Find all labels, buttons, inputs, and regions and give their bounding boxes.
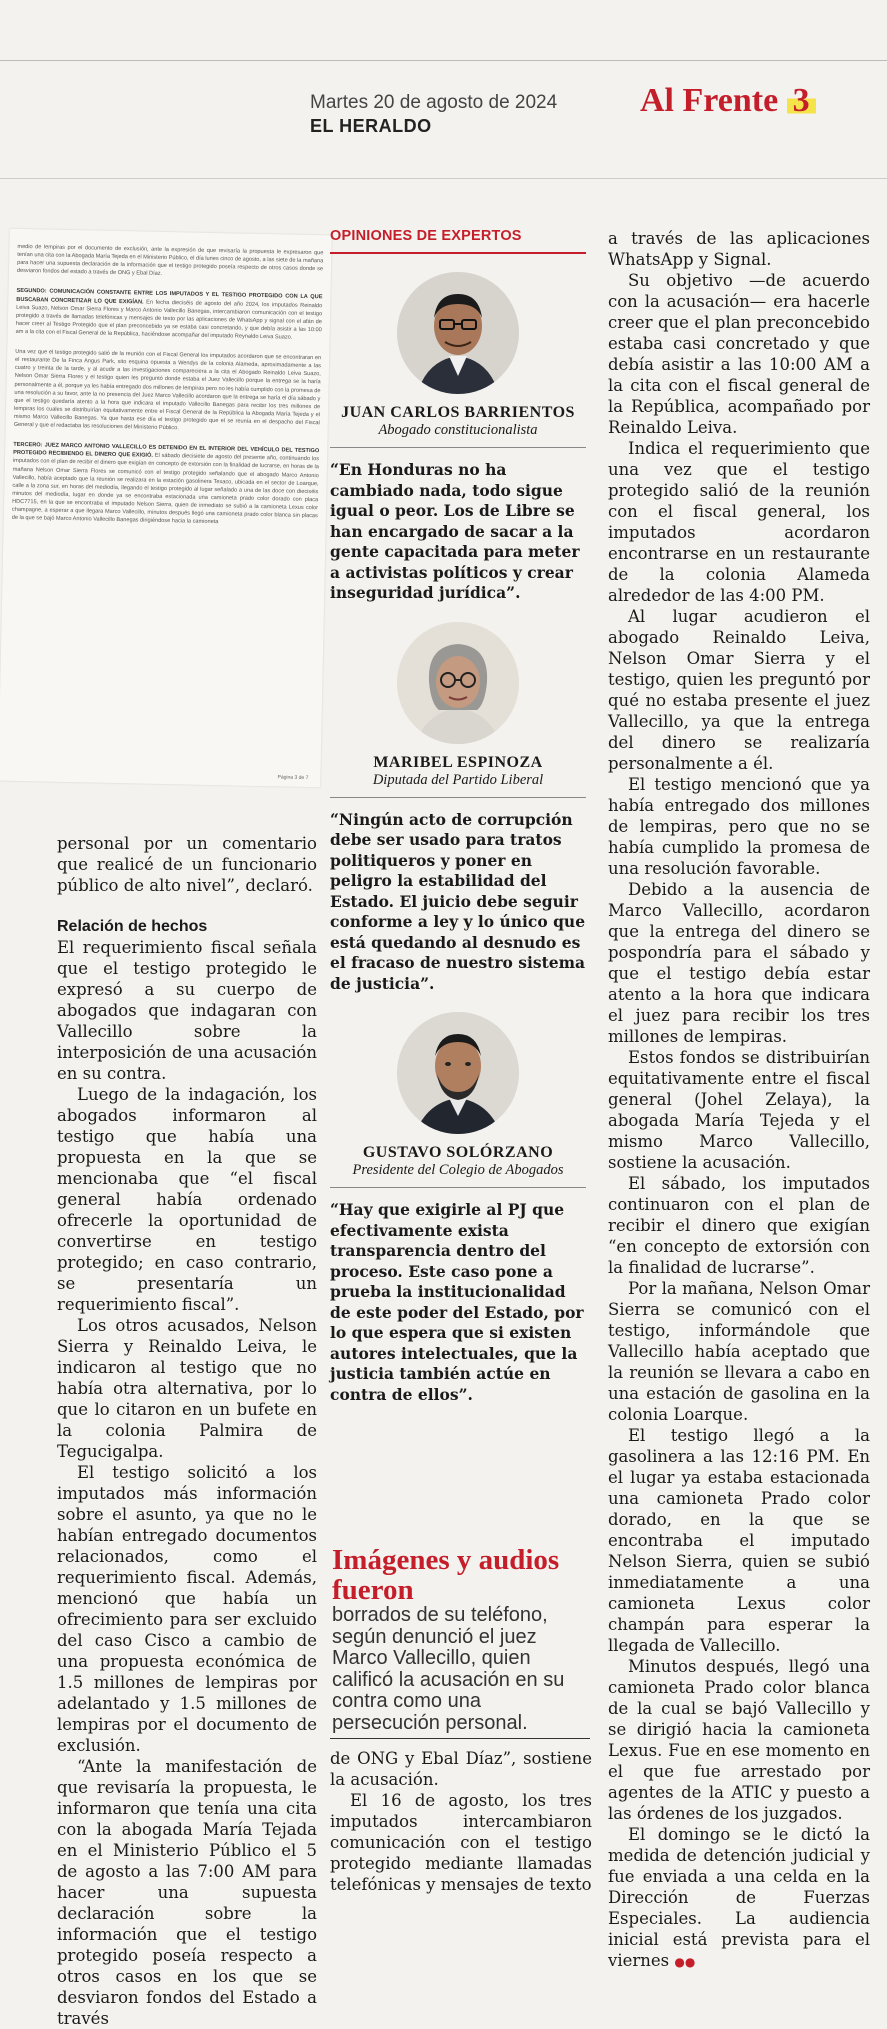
portrait-photo xyxy=(397,272,519,394)
article-paragraph: Al lugar acudieron el abogado Reinaldo Leiva, Nelson Omar Sierra y el testigo, quien les preguntó por qué no estaba presente el juez Vallecillo, ya que la entrega del dinero se realizaría personalmente a él. xyxy=(608,607,870,773)
section-name: Al Frente xyxy=(640,82,779,119)
avatar xyxy=(397,622,519,744)
article-paragraph: El sábado, los imputados continuaron con el plan de recibir el dinero que exigían “en concepto de extorsión con la finalidad de lucrarse”. xyxy=(608,1174,870,1277)
end-mark-icon: ●● xyxy=(674,1955,696,1969)
section-title xyxy=(640,82,816,120)
pull-quote-title: Imágenes y audios fueron xyxy=(332,1544,560,1606)
article-paragraph: Minutos después, llegó una camioneta Prado color blanca de la cual se bajó Vallecillo y se dirigió hacia la camioneta Lexus. Fue en ese momento en el que fue arrestado por agentes de la ATIC y puesto a las órdenes de los juzgados. xyxy=(608,1657,870,1823)
expert-name: JUAN CARLOS BARRIENTOS xyxy=(341,404,575,421)
article-paragraph: Su objetivo —de acuerdo con la acusación— era hacerle creer que el plan preconcebido estaba casi concretado y que debía asistir a las 10:00 AM a la cita con el fiscal general de la República, acompañado por Reinaldo Leiva. xyxy=(608,271,870,437)
article-paragraph: Debido a la ausencia de Marco Vallecillo, acordaron que la entrega del dinero se pospondría para el sábado y que el testigo debía estar atento a la hora que indicara el juez para recibir los tres millones de lempiras. xyxy=(608,880,870,1046)
scan-page-label: Página 3 de 7 xyxy=(277,774,309,782)
article-paragraph: El testigo mencionó que ya había entregado dos millones de lempiras, pero que no se había cumplido la promesa de una resolución favorable. xyxy=(608,775,870,878)
expert-name: GUSTAVO SOLÓRZANO xyxy=(362,1144,554,1161)
publication-date: Martes 20 de agosto de 2024 xyxy=(310,92,558,113)
article-paragraph xyxy=(608,1824,870,1973)
experts-title: OPINIONES DE EXPERTOS xyxy=(330,228,586,254)
article-paragraph: Por la mañana, Nelson Omar Sierra se comunicó con el testigo, informándole que Vallecillo había aceptado que la reunión se llevara a cabo en una estación de gasolina en la colonia Loarque. xyxy=(608,1279,870,1424)
scan-paragraph xyxy=(4,441,328,529)
scanned-document xyxy=(0,229,332,788)
subheading: Relación de hechos xyxy=(57,918,208,935)
top-rule xyxy=(0,60,887,61)
article-paragraph: a través de las aplicaciones WhatsApp y Signal. xyxy=(608,229,870,269)
expert-quote: “En Honduras no ha cambiado nada, todo sigue igual o peor. Los de Libre se han encargado de sacar a la gente capacitada para meter a activistas políticos y crear inseguridad jurídica”. xyxy=(330,460,580,602)
scan-paragraph xyxy=(8,287,331,342)
pull-quote-rule xyxy=(330,1738,590,1739)
scan-heading: TERCERO: JUEZ MARCO ANTONIO VALLECILLO ES DETENIDO EN EL INTERIOR DEL VEHÍCULO DEL TESTIGO PROTEGIDO RECIBIENDO EL DINERO QUE EXIGIÓ. xyxy=(13,441,320,460)
article-paragraph: Los otros acusados, Nelson Sierra y Reinaldo Leiva, le indicaron al testigo que no había otra alternativa, por lo que lo citaron en un bufete en la colonia Palmira de Tegucigalpa. xyxy=(57,1316,317,1461)
middle-continuation xyxy=(330,1748,592,1895)
expert-role: Presidente del Colegio de Abogados xyxy=(330,1162,586,1188)
portrait-photo xyxy=(397,622,519,744)
article-paragraph: El testigo solicitó a los imputados más información sobre el asunto, ya que no le habían entregado documentos relacionados, como el requerimiento fiscal. Además, mencionó que había un ofrecimiento para ser excluido del caso Cisco a cambio de una propuesta económica de 1.5 millones de lempiras por adelantado y 1.5 millones de lempiras por el documento de exclusión. xyxy=(57,1463,317,1755)
expert-name: MARIBEL ESPINOZA xyxy=(373,753,543,771)
avatar xyxy=(397,272,519,394)
expert-quote: “Hay que exigirle al PJ que efectivamente exista transparencia dentro del proceso. Este caso pone a prueba la institucionalidad de este poder del Estado, por lo que espera que si existen autores intelectuales, que la justicia también actúe en contra de ellos”. xyxy=(330,1200,584,1404)
scan-paragraph: medio de lempiras por el documento de exclusión, ante la expresión de que revisaría la propuesta le expresaron que tenían una cita con la Abogada María Tejeda en el Ministerio Público, el día lunes cinco de agosto, a las siete de la mañana para hacer una supuesta declaración de la información que el testigo protegido poseía respecto de otros casos donde se desviaron fondos del estado a través de ONG y Ebal Díaz. xyxy=(16,243,324,278)
article-paragraph: Estos fondos se distribuirían equitativamente entre el fiscal general (Johel Zelaya), la abogada María Tejeda y el mismo Marco Vallecillo, sostiene la acusación. xyxy=(608,1048,870,1172)
article-paragraph: de ONG y Ebal Díaz”, sostiene la acusación. xyxy=(330,1749,592,1789)
expert-quote: “Ningún acto de corrupción debe ser usado para tratos politiqueros y poner en peligro la estabilidad del Estado. El juicio debe seguir conforme a ley y lo único que está quedando al desnudo es el fracaso de nuestro sistema de justicia”. xyxy=(330,809,586,993)
left-column xyxy=(57,833,317,2029)
closing-text: El domingo se le dictó la medida de detención judicial y fue enviada a una celda en la Dirección de Fuerzas Especiales. La audiencia inicial está prevista para el viernes xyxy=(608,1825,870,1970)
header-rule xyxy=(0,178,887,179)
scan-text: El sábado diecisiete de agosto del presente año, continuando los imputados con el plan de recibir el dinero que exigían en concepto de extorsión con la finalidad de lucrarse, en horas de la mañana Nelson Omar Sierra Flores se comunicó con el testigo protegido señalando que el abogado Marco Antonio Vallecillo, había aceptado que la reunión se realizara en la estación gasolinera Texaco, ubicada en el sector de Loarque, calle a la zona sur, en horas del mediodía, llegando el testigo protegido al lugar señalado a una de las doce con dieciséis minutos del mediodía, lugar en donde ya se encontraba estacionada una camioneta prado color dorado con placa HDC7715, en la que se encontraba el imputado Nelson Sierra, quien de inmediato se subió a la camioneta Lexus color champagne, a esperar a que llegara Marco Vallecillo, minutos después llegó una camioneta prado color blanca sin placas de la que se bajó Marco Antonio Vallecillo Banegas dirigiéndose hacia la camioneta xyxy=(11,453,320,526)
pull-quote-body: borrados de su teléfono, según denunció el juez Marco Vallecillo, quien calificó la acusación en su contra como una persecución personal. xyxy=(332,1604,565,1734)
portrait-photo xyxy=(397,1012,519,1134)
avatar xyxy=(397,1012,519,1134)
right-column xyxy=(608,228,870,1973)
scan-heading: SEGUNDO: COMUNICACIÓN CONSTANTE ENTRE LOS IMPUTADOS Y EL TESTIGO PROTEGIDO CON LA QUE BUSCABAN CONCRETIZAR LO QUE EXIGÍAN. xyxy=(16,288,323,306)
expert-role: Diputada del Partido Liberal xyxy=(330,772,586,798)
page-number: 3 xyxy=(787,82,816,119)
scan-paragraph: Una vez que el testigo protegido salió de la reunión con el Fiscal General los imputados acordaron que se encontraran en el restaurante De la Finca Angus Park, sito esquina opuesta a Wendys de la colonia Alameda, aproximadamente a las cuatro y treinta de la tarde, y al acudir a las investigaciones compareciera a la cita el Abogado Reinaldo Leiva Suazo, Nelson Omar Sierra Flores y el testigo quien les preguntó donde estaba el Juez Vallecillo porque la entrega se la haría personalmente a él, porque ya les había entregado dos millones de lempiras pero no les había cumplido con la promesa de una resolución a su favor, ante la no presencia del Juez Marco Vallecillo acordaron que la entrega se haría el día sábado y que el testigo quedaría atento a la hora que indicara el imputado Vallecillo Banegas para recibir los tres millones de lempiras los cuales se distribuirían equitativamente entre el Fiscal General de la República la Abogada María Tejeda y el mismo Marco Vallecillo Banegas. Ya que hasta ese día el testigo protegido que el se reunía en el despacho del Fiscal General y que el redactaba las resoluciones del Ministerio Público. xyxy=(13,348,322,432)
article-paragraph: El 16 de agosto, los tres imputados intercambiaron comunicación con el testigo protegido mediante llamadas telefónicas y mensajes de texto xyxy=(330,1791,592,1894)
article-paragraph: Indica el requerimiento que una vez que el testigo protegido salió de la reunión con el fiscal general, los imputados acordaron encontrarse en un restaurante de la colonia Alameda alrededor de las 4:00 PM. xyxy=(608,439,870,605)
scan-text: En fecha dieciséis de agosto del año 2024, los imputados Reinaldo Leiva Suazo, Nelson Omar Sierra Flores y Marco Antonio Vallecillo Banegas, intercambiaron comunicación con el testigo protegido a través de llamadas telefónicas y mensajes de texto por las aplicaciones de WhatsApp y signal con el afán de hacer creer al Testigo Protegido que el plan preconcebido ya se estaba casi concretando, y que debía asistir a las 10:00 am a la cita con el Fiscal General de la República, haciéndose acompañar del imputado Reynaldo Leiva Suazo. xyxy=(15,299,323,341)
article-paragraph: El requerimiento fiscal señala que el testigo protegido le expresó a su cuerpo de abogados que indagaran con Vallecillo sobre la interposición de una acusación en su contra. xyxy=(57,938,317,1083)
article-paragraph: Luego de la indagación, los abogados informaron al testigo que había una propuesta en la que se mencionaba que “el fiscal general había ordenado ofrecerle la oportunidad de convertirse en testigo protegido; en caso contrario, se presentaría un requerimiento fiscal”. xyxy=(57,1085,317,1314)
experts-column xyxy=(330,228,586,1405)
expert-role: Abogado constitucionalista xyxy=(330,422,586,448)
article-paragraph: “Ante la manifestación de que revisaría la propuesta, le informaron que tenía una cita con la abogada María Tejada en el Ministerio Público el 5 de agosto a las 7:00 AM para hacer una supuesta declaración sobre la información que el testigo protegido poseía respecto a otros casos en los que se desviaron fondos del Estado a través xyxy=(57,1757,317,2028)
article-paragraph: El testigo llegó a la gasolinera a las 12:16 PM. En el lugar ya estaba estacionada una camioneta Prado color dorado, en la que se encontraba el imputado Nelson Sierra, quien se subió inmediatamente a una camioneta Lexus color champán para esperar la llegada de Vallecillo. xyxy=(608,1426,870,1655)
newspaper-name: EL HERALDO xyxy=(310,116,432,136)
article-paragraph: personal por un comentario que realicé de un funcionario público de alto nivel”, declaró. xyxy=(57,834,317,895)
